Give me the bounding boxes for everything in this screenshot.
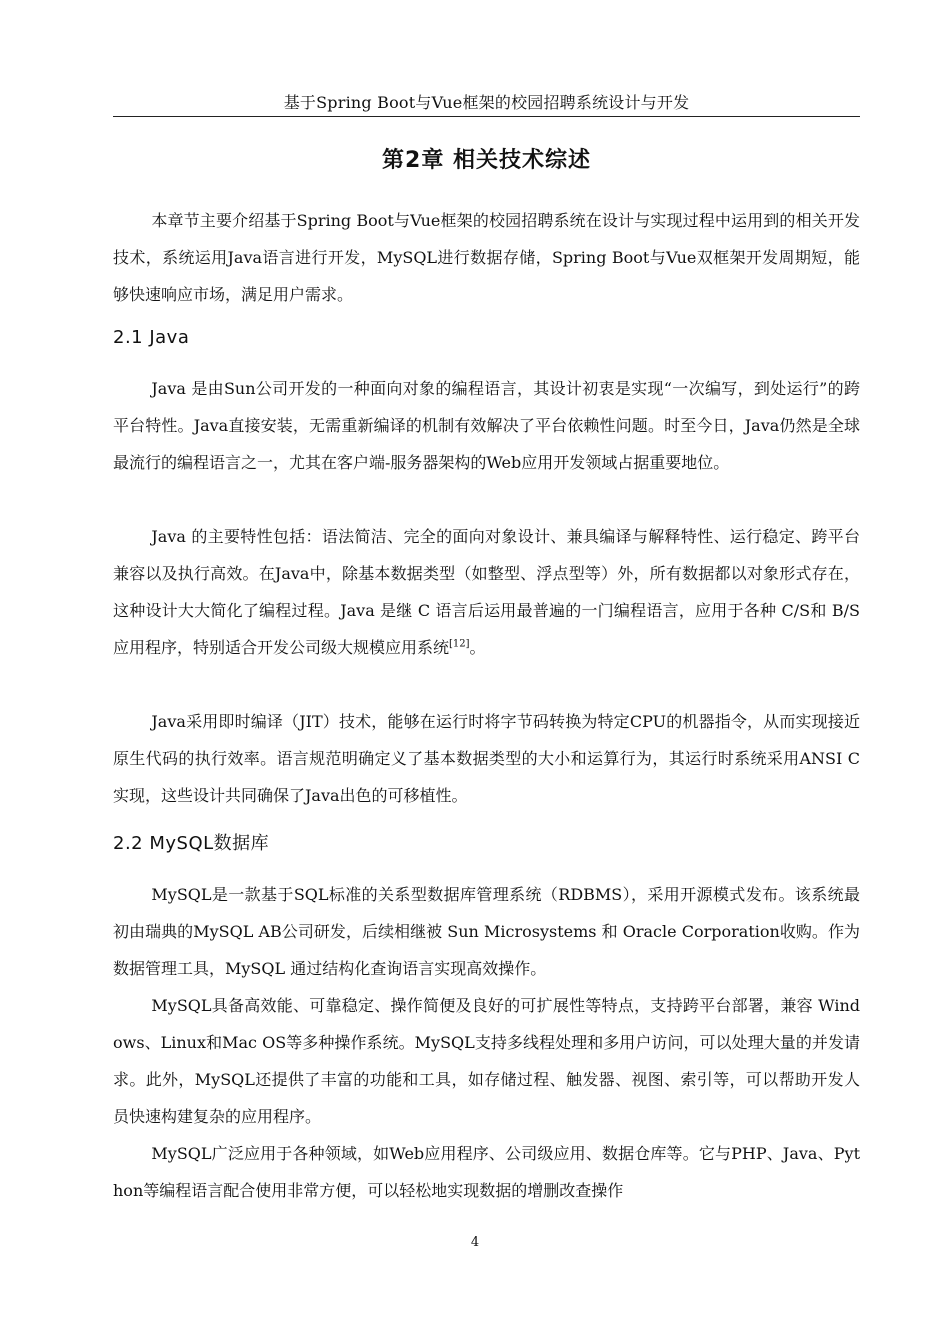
java-paragraph-1: Java 是由Sun公司开发的一种面向对象的编程语言，其设计初衷是实现“一次编写，到处运行”的跨平台特性。Java直接安装，无需重新编译的机制有效解决了平台依赖性问题。时至今日，Java仍然是全球最流行的编程语言之一，尤其在客户端-服务器架构的Web应用开发领域占据重要地位。 bbox=[113, 379, 860, 472]
running-header: 基于Spring Boot与Vue框架的校园招聘系统设计与开发 bbox=[283, 93, 690, 112]
chapter-title: 第2章 相关技术综述 bbox=[382, 148, 591, 173]
java-paragraph-3: Java采用即时编译（JIT）技术，能够在运行时将字节码转换为特定CPU的机器指令，从而实现接近原生代码的执行效率。语言规范明确定义了基本数据类型的大小和运算行为，其运行时系统采用ANSI C实现，这些设计共同确保了Java出色的可移植性。 bbox=[113, 712, 860, 805]
intro-paragraph: 本章节主要介绍基于Spring Boot与Vue框架的校园招聘系统在设计与实现过程中运用到的相关开发技术，系统运用Java语言进行开发，MySQL进行数据存储，Spring Boot与Vue双框架开发周期短，能够快速响应市场，满足用户需求。 bbox=[113, 211, 860, 304]
section-heading-java: 2.1 Java bbox=[113, 327, 190, 348]
java-paragraph-2 bbox=[113, 518, 860, 666]
java-paragraph-2-text: Java 的主要特性包括：语法简洁、完全的面向对象设计、兼具编译与解释特性、运行稳定、跨平台兼容以及执行高效。在Java中，除基本数据类型（如整型、浮点型等）外，所有数据都以对象形式存在，这种设计大大简化了编程过程。Java 是继 C 语言后运用最普遍的一门编程语言，应用于各种 C/S和 B/S 应用程序，特别适合开发公司级大规模应用系统 bbox=[113, 527, 860, 657]
mysql-paragraph-3: MySQL广泛应用于各种领域，如Web应用程序、公司级应用、数据仓库等。它与PHP、Java、Python等编程语言配合使用非常方便，可以轻松地实现数据的增删改查操作 bbox=[113, 1144, 860, 1200]
citation-marker: [12] bbox=[449, 638, 470, 650]
mysql-paragraph-1: MySQL是一款基于SQL标准的关系型数据库管理系统（RDBMS），采用开源模式发布。该系统最初由瑞典的MySQL AB公司研发，后续相继被 Sun Microsystems 和 Oracle Corporation收购。作为数据管理工具，MySQL 通过结构化查询语言实现高效操作。 bbox=[113, 885, 860, 978]
mysql-paragraph-2: MySQL具备高效能、可靠稳定、操作简便及良好的可扩展性等特点，支持跨平台部署，兼容 Windows、Linux和Mac OS等多种操作系统。MySQL支持多线程处理和多用户访问，可以处理大量的并发请求。此外，MySQL还提供了丰富的功能和工具，如存储过程、触发器、视图、索引等，可以帮助开发人员快速构建复杂的应用程序。 bbox=[113, 996, 860, 1126]
java-paragraph-2-tail: 。 bbox=[469, 638, 486, 657]
page-number: 4 bbox=[470, 1235, 480, 1250]
section-heading-mysql: 2.2 MySQL数据库 bbox=[113, 833, 270, 854]
header-rule bbox=[113, 116, 860, 117]
